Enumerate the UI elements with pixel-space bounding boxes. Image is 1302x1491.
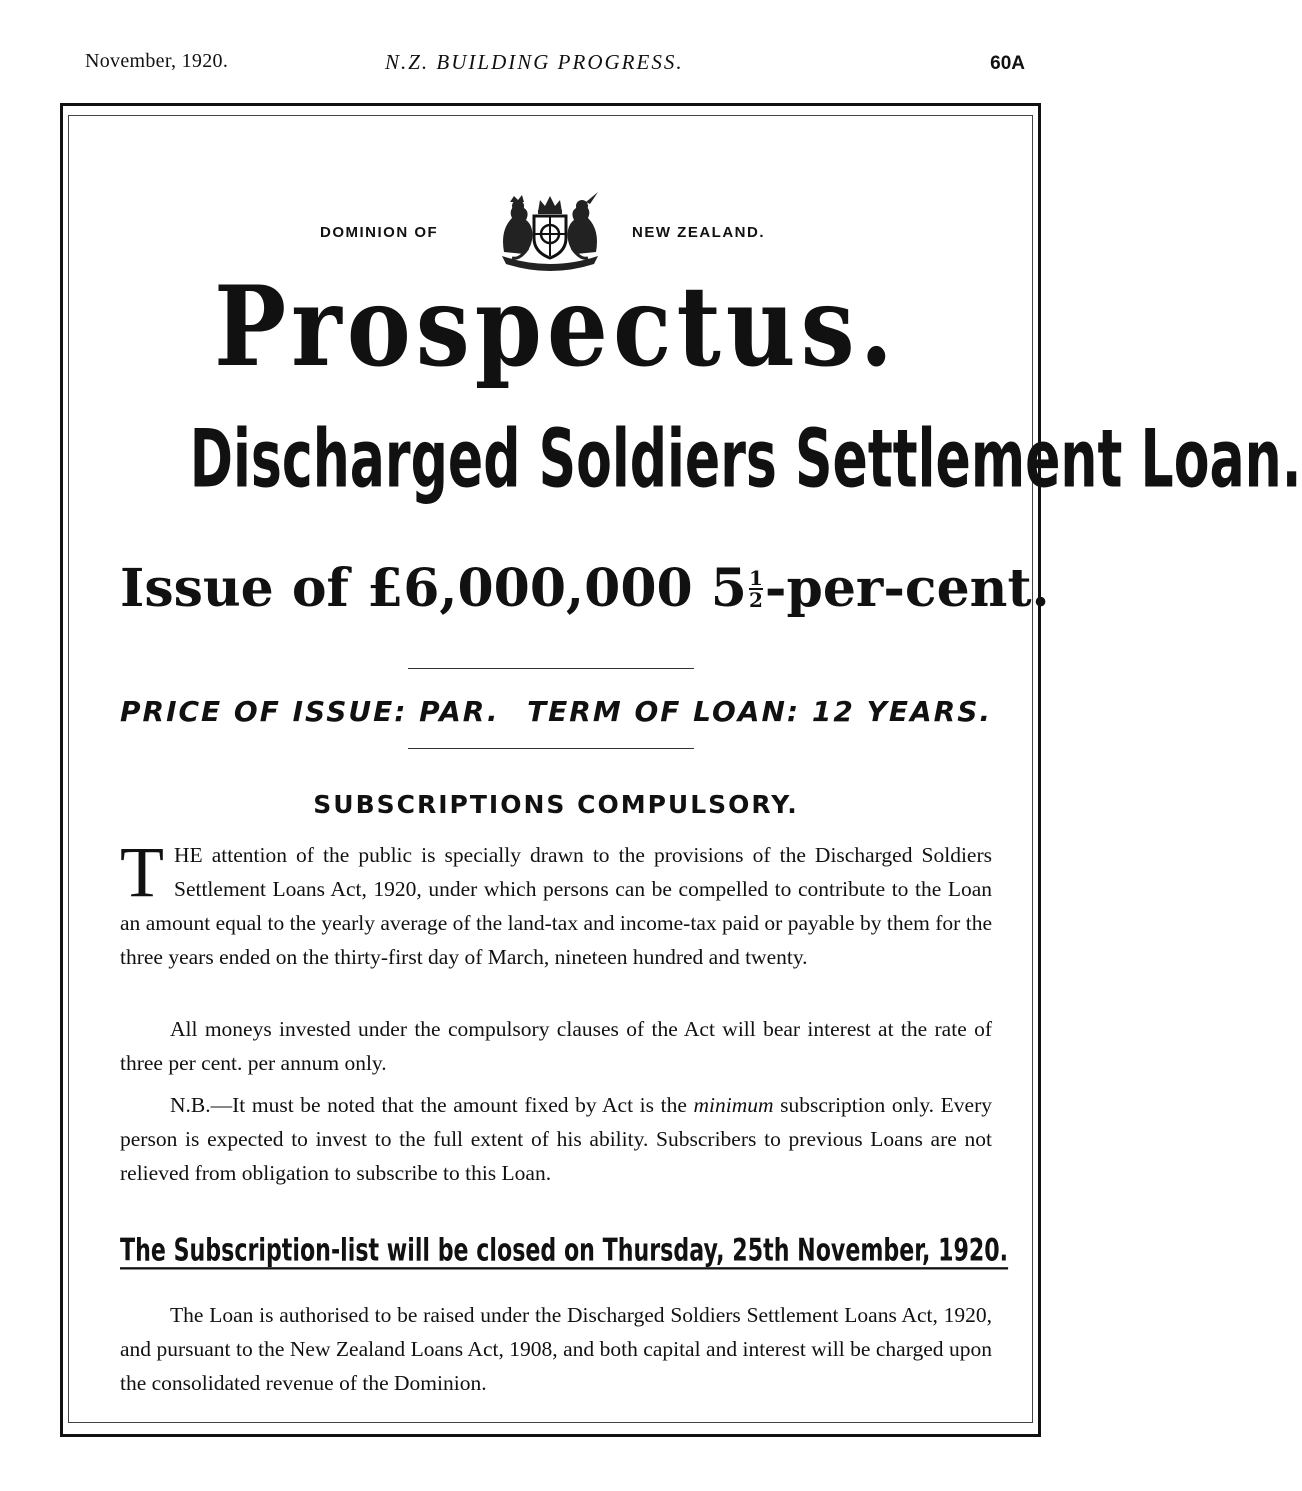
header-publication: N.Z. BUILDING PROGRESS. [385,50,684,74]
paragraph-nb-before: N.B.—It must be noted that the amount fixed by Act is the [170,1093,694,1117]
fraction-denominator: 2 [748,587,763,612]
paragraph-nb [120,1088,992,1190]
term-of-loan: TERM OF LOAN: 12 YEARS. [527,695,992,728]
paragraph-authority-text: The Loan is authorised to be raised under the Discharged Soldiers Settlement Loans Act, 1920, and pursuant to the New Zealand Loans Act, 1908, and both capital and interest will be charged upon the consolidated revenue of the Dominion. [120,1303,992,1395]
fraction-numerator: 1 [748,565,763,590]
loan-title: Discharged Soldiers Settlement Loan. [189,411,1302,506]
dominion-left-text: DOMINION OF [320,224,439,241]
running-head [85,50,1045,80]
paragraph-interest-text: All moneys invested under the compulsory clauses of the Act will bear interest at the rate of three per cent. per annum only. [120,1017,992,1075]
header-date: November, 1920. [85,50,229,72]
prospectus-title: Prospectus. [213,261,899,392]
price-of-issue: PRICE OF ISSUE: PAR. [120,695,500,728]
header-page-number: 60A [990,53,1025,74]
fraction-half [748,565,763,612]
paragraph-compulsion [120,832,992,974]
dominion-banner [120,190,992,260]
price-term-line [120,695,992,735]
paragraph-interest [120,1012,992,1080]
paragraph-nb-after: subscription only. Every person is expected to invest to the full extent of his ability. Subscribers to previous Loans are not relieved from obligation to subscribe to this Loan. [120,1093,992,1185]
divider-bottom [408,748,694,749]
coat-of-arms-icon [490,190,610,270]
drop-cap: T [120,832,164,912]
closing-notice: The Subscription-list will be closed on Thursday, 25th November, 1920. [120,1232,1009,1269]
issue-suffix: -per-cent. [764,558,1050,619]
issue-line [120,558,1050,619]
issue-prefix: Issue of £6,000,000 5 [120,558,747,619]
paragraph-nb-emphasis: minimum [693,1093,774,1117]
paragraph-authority [120,1298,992,1400]
subscriptions-heading: SUBSCRIPTIONS COMPULSORY. [313,790,799,819]
dominion-right-text: NEW ZEALAND. [632,224,765,241]
paragraph-compulsion-text: HE attention of the public is specially drawn to the provisions of the Discharged Soldiers Settlement Loans Act, 1920, under which persons can be compelled to contribute to the Loan an amount equal to the yearly average of the land-tax and income-tax paid or payable by them for the three years ended on the thirty-first day of March, nineteen hundred and twenty. [120,843,992,969]
divider-top [408,668,694,669]
